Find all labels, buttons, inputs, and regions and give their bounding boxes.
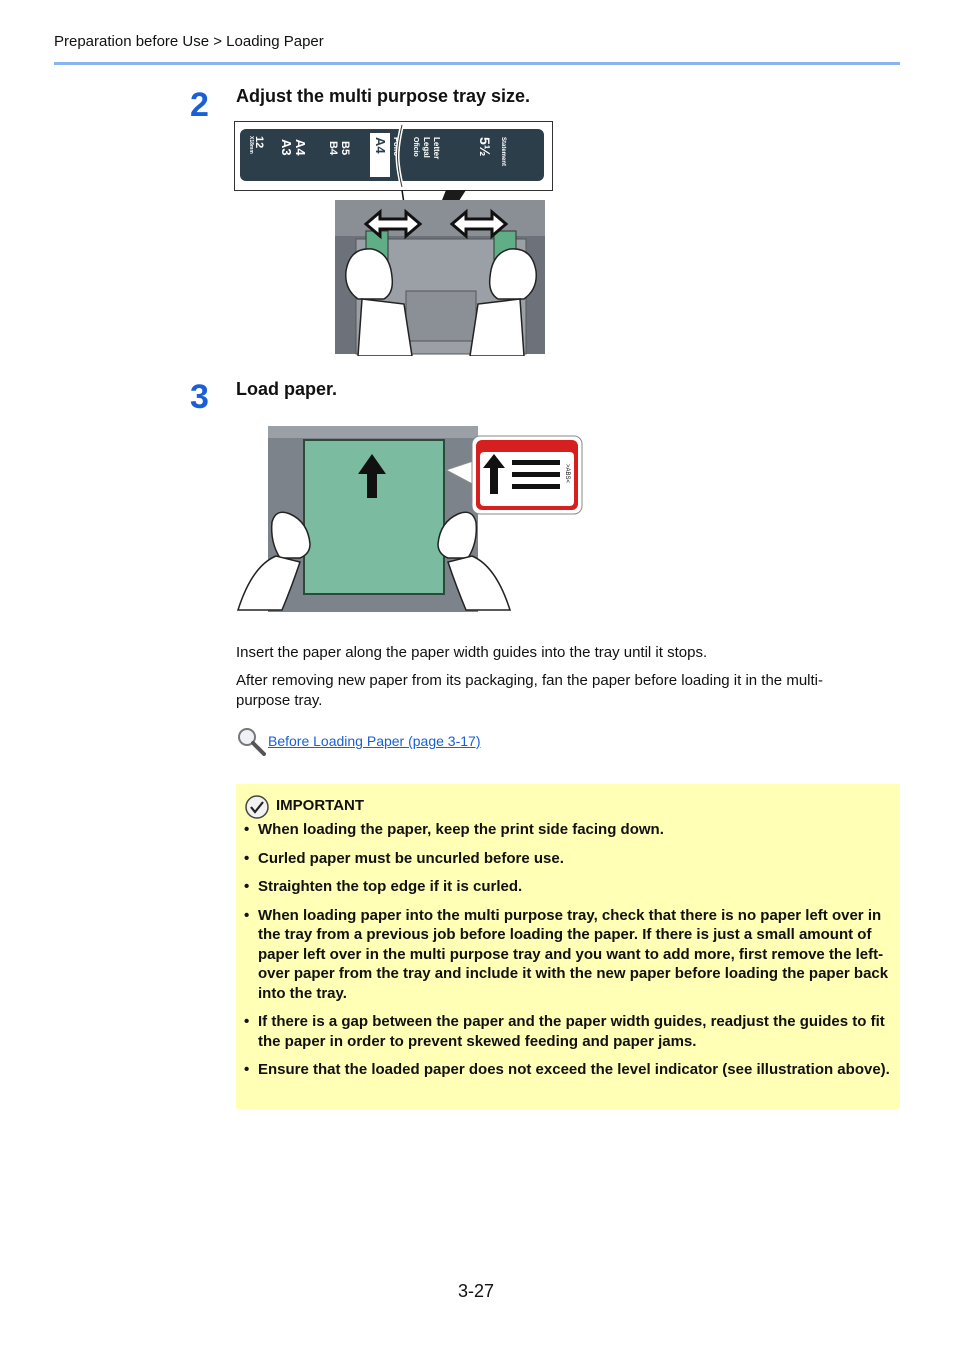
level-label: >ABS< — [564, 464, 570, 484]
label-12-unit: X18mm — [248, 136, 254, 154]
important-heading: IMPORTANT — [276, 797, 365, 814]
important-list — [244, 820, 894, 1089]
label-letter: Letter — [432, 137, 441, 160]
header-rule — [54, 62, 900, 65]
important-item: • Straighten the top edge if it is curled. — [244, 878, 523, 895]
label-legal: Legal — [422, 137, 431, 158]
step-number-2: 2 — [190, 86, 209, 124]
label-a3: A3 — [279, 139, 294, 156]
label-a4: A4 — [293, 139, 308, 156]
important-item: • If there is a gap between the paper and the paper width guides, readjust the guides to fit the paper in order to prevent skewed feeding and paper jams. — [244, 1013, 885, 1050]
instruction-paragraph-1: Insert the paper along the paper width guides into the tray until it stops. — [236, 644, 708, 661]
label-b5: B5 — [339, 141, 351, 156]
important-box — [236, 784, 900, 1109]
label-b4: B4 — [327, 141, 339, 156]
label-5-half: 5½ — [477, 137, 493, 157]
step-title-2: Adjust the multi purpose tray size. — [236, 86, 531, 106]
label-oficio: Oficio — [412, 137, 419, 157]
important-item: • When loading paper into the multi purpose tray, check that there is no paper left over in the tray from a previous job before loading the paper. If there is just a small amount of paper left over in the multi purpose tray and you want to add more, first remove the left-over paper from the tray and include it with the new paper before loading the paper back into the tray. — [244, 906, 889, 1002]
reference-link[interactable]: Before Loading Paper (page 3-17) — [268, 733, 481, 749]
load-paper-illustration — [236, 426, 586, 612]
label-folio: Folio — [392, 137, 401, 157]
label-12: 12 — [253, 136, 265, 149]
step-number-3: 3 — [190, 378, 209, 416]
important-item: • Curled paper must be uncurled before use. — [244, 849, 564, 867]
tray-size-illustration — [234, 121, 554, 356]
instruction-paragraph-2: After removing new paper from its packaging, fan the paper before loading it in the multi-purpose tray. — [236, 672, 823, 709]
checkmark-icon — [244, 794, 270, 820]
label-statement: Statement — [500, 137, 506, 167]
important-item: • Ensure that the loaded paper does not exceed the level indicator (see illustration above). — [244, 1061, 890, 1078]
paper-lines-icon — [512, 460, 560, 489]
breadcrumb: Preparation before Use > Loading Paper — [54, 33, 324, 50]
step-title-3: Load paper. — [236, 379, 338, 399]
magnifier-icon — [236, 726, 266, 756]
important-item: • When loading the paper, keep the print side facing down. — [244, 821, 664, 838]
page-number: 3-27 — [458, 1281, 495, 1301]
label-a4-selected: A4 — [373, 137, 388, 154]
